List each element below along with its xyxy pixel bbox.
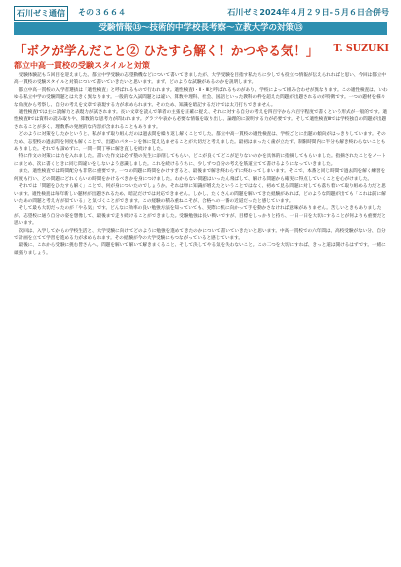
- paragraph: 次回は、入学してからの学校生活と、大学受験に向けてどのように勉強を進めてきたのかについて書いていきたいと思います。中高一貫校での六年間は、高校受験がない分、自分で計画を立てて学習を進める力が求められます。その経験が今の大学受験にもつながっていると感じています。: [14, 228, 386, 241]
- article-author: T. SUZUKI: [333, 43, 389, 54]
- article-headline: [14, 41, 389, 59]
- paragraph: 最後に、これから受験に挑む皆さんへ。問題を解いて解いて解きまくること、そして決してやる気を失わないこと。この二つを大切にすれば、きっと道は開けるはずです。一緒に頑張りましょう。: [14, 243, 386, 256]
- paragraph: どのように対策をしたかというと、私がまず取り組んだのは過去問を繰り返し解くことでした。都立中高一貫校の適性検査は、学校ごとに出題の傾向がはっきりしています。そのため、志望校の過去問を何度も解くことで、出題のパターンを体に覚え込ませることが大切だと考えました。最初はまったく歯が立たず、制限時間内に半分も解き終わらないこともありました。それでも諦めずに、一問一問丁寧に解き直しを続けました。: [14, 132, 386, 153]
- paragraph: 受験体験記も５回目を迎えました。都立中学受験の志望動機などについて書いてきましたが、大学受験を目指す私たちに少しでも役立つ情報が伝えられればと思い、今回は都立中高一貫校の受験スタイルと対策について書いていきたいと思います。まず、どのような試験があるのかを説明します。: [14, 73, 387, 86]
- paragraph: 適性検査Ⅰでは主に読解力と表現力が試されます。長い文章を読んで筆者の主張を正確に捉え、それに対する自分の考えを四百字から六百字程度で書くという形式が一般的です。適性検査Ⅱでは資料の読み取りや、算数的な思考力が問われます。グラフや表から必要な情報を取り出し、論理的に説明する力が必要です。そして適性検査Ⅲでは学校独自の問題が出題されることが多く、理数系の発展的な内容が含まれることもあります。: [14, 110, 387, 130]
- article-subheading: 都立中高一貫校の受験スタイルと対策: [14, 61, 150, 70]
- article-title: 「ボクが学んだこと② ひたすら解く！かつやる気！」: [14, 43, 319, 58]
- paragraph: 特に作文の対策には力を入れました。書いた作文は必ず塾の先生に添削してもらい、どこが良くてどこが足りないのかを具体的に指摘してもらいました。指摘されたことをノートにまとめ、次に書くときに同じ間違いをしないよう意識しました。これを続けるうちに、少しずつ自分の考えを筋道立てて書けるようになっていきました。: [14, 154, 386, 167]
- paragraph: そして最も大切だったのが「やる気」です。どんなに効率の良い勉強方法を知っていても、実際に机に向かって手を動かさなければ意味がありません。苦しいときもありましたが、志望校に通う自分の姿を想像して、最後まで走り続けることができました。受験勉強は長い戦いですが、目標をしっかりと持ち、一日一日を大切にすることが何よりも重要だと思います。: [14, 206, 387, 227]
- issue-dateline: 石川ゼミ2024年４月２９日-５月６日合併号: [227, 8, 389, 17]
- paragraph: 都立中高一貫校の入学者選抜は「適性検査」と呼ばれるもので行われます。適性検査Ⅰ・Ⅱ・Ⅲと呼ばれるものがあり、学校によって組み合わせが異なります。この適性検査は、いわゆる私立中学の受験問題とは大きく異なります。一般的な入試問題とは違い、算数や理科、社会、国語といった教科の枠を超えた問題が出題されるのが特徴です。一つの題材を様々な角度から考察し、自分の考えを文章で表現する力が求められます。そのため、知識を暗記するだけでは太刀打ちできません。: [14, 87, 388, 108]
- issue-number: その３６６４: [78, 8, 126, 17]
- paragraph: それでは「問題をひたすら解く」ことで、何が身についたのでしょうか。それは単に知識が増えたということではなく、初めて見る問題に対しても落ち着いて取り組める力だと思います。適性検査は毎年新しい題材が出題されるため、暗記だけでは対応できません。しかし、たくさんの問題を解いてきた経験があれば、どのような問題が出ても「これは前に解いたあの問題と考え方が似ている」と気づくことができます。この経験の積み重ねこそが、合格への一番の近道だったと感じています。: [14, 184, 386, 204]
- section-banner: 受験情報⑬～技術的中学校長考察～立教大学の対策⑬: [14, 22, 387, 35]
- publication-name: 石川ゼミ通信: [14, 6, 68, 21]
- paragraph: また、適性検査では時間配分も非常に重要です。一つの問題に時間をかけすぎると、最後まで解き終わらずに終わってしまいます。そこで、本番と同じ時間で過去問を解く練習を何度も行い、どの問題にどれくらいの時間をかけるべきかを身につけました。わからない問題はいったん飛ばして、解ける問題から確実に得点していくことを心がけました。: [14, 169, 386, 182]
- article-body: [14, 72, 389, 560]
- masthead: [14, 6, 389, 22]
